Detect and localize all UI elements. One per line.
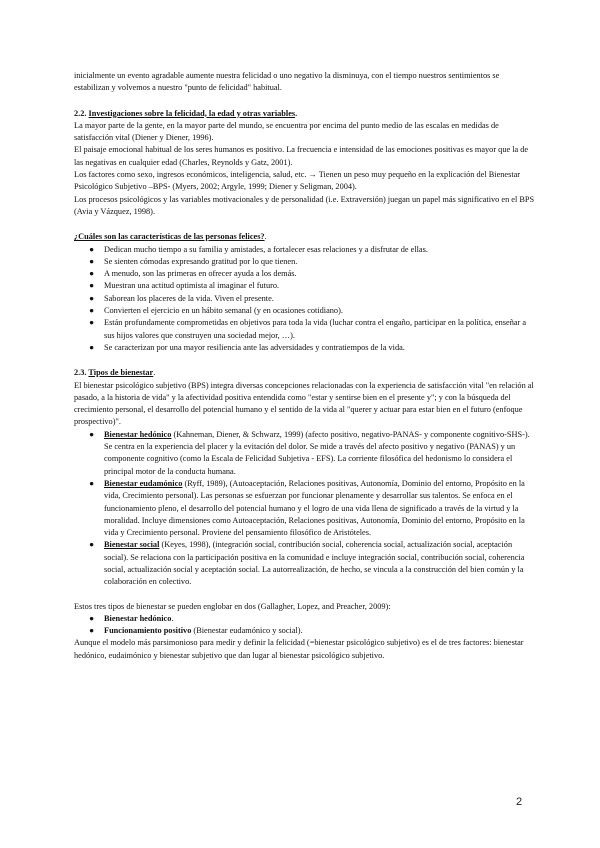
section-2-2-number: 2.2.: [74, 108, 89, 118]
page-number: 2: [516, 796, 523, 808]
document-page: [74, 70, 536, 662]
section-2-3-paragraph-1: El bienestar psicológico subjetivo (BPS) integra diversas concepciones relacionadas con la experiencia de satisfacción vital "en relación al pasado, a la historia de vida" y la afectividad positiva entendida como "estar y sentirse bien en el presente y"; y con la búsqueda del crecimiento personal, el desarrollo del potencial humano y el sentido de la vida al "querer y actuar para estar bien en el futuro (enfoque prospectivo)".: [74, 380, 534, 427]
intro-paragraph: inicialmente un evento agradable aumente nuestra felicidad o uno negativo la disminuya, con el tiempo nuestros sentimientos se estabilizan y volvemos a nuestro "punto de felicidad" habitual.: [74, 71, 500, 93]
list-item-text: Convierten el ejercicio en un hábito semanal (y en ocasiones cotidiano).: [104, 306, 343, 316]
list-item-text: Dedican mucho tiempo a su familia y amistades, a fortalecer esas relaciones y a disfrutar de ellas.: [104, 244, 428, 254]
list-item: [74, 244, 536, 256]
list-item-text: Saborean los placeres de la vida. Viven el presente.: [104, 293, 274, 303]
bullet-icon: ●: [89, 429, 95, 439]
list-item-text: Muestran una actitud optimista al imaginar el futuro.: [104, 281, 280, 291]
section-2-3-number: 2.3.: [74, 368, 89, 378]
bullet-icon: ●: [89, 626, 95, 636]
wellbeing-type-text: (Keyes, 1998), (integración social, contribución social, coherencia social, actualización social, aceptación social). Se relaciona con la participación positiva en la comunidad e incluye integración social, contribución social, coherencia social, actualización social y aceptación social. La autorrealización, de hecho, se vincula a la construcción del bien común y la colaboración en colectivo.: [104, 540, 525, 587]
bullet-icon: ●: [89, 293, 95, 303]
section-2-2-heading: [74, 108, 536, 120]
section-2-3-paragraph-2: Estos tres tipos de bienestar se pueden englobar en dos (Gallagher, Lopez, and Preacher, 2009):: [74, 601, 391, 611]
list-item: [74, 625, 536, 637]
section-2-2-title: Investigaciones sobre la felicidad, la edad y otras variables: [88, 108, 296, 118]
section-2-3-title-end: .: [153, 368, 156, 378]
wellbeing-group-text: .: [171, 613, 174, 623]
characteristics-question-end: .: [264, 232, 267, 242]
list-item: [74, 539, 536, 588]
wellbeing-group-term: Funcionamiento positivo: [104, 626, 192, 636]
characteristics-list: [74, 244, 536, 355]
bullet-icon: ●: [89, 540, 95, 550]
list-item: [74, 478, 536, 539]
wellbeing-type-text: (Ryff, 1989), (Autoaceptación, Relaciones positivas, Autonomía, Dominio del entorno, Propósito en la vida, Crecimiento personal). Las personas se esfuerzan por funcionar plenamente y desarrollar sus talentos. Se enfoca en el funcionamiento pleno, el desarrollo del potencial humano y el logro de una vida llena de significado a través de la virtud y la moralidad. Incluye dimensiones como Autoaceptación, Relaciones positivas, Autonomía, Dominio del entorno, Propósito en la vida y Crecimiento personal. Proviene del pensamiento filosófico de Aristóteles.: [104, 478, 525, 538]
wellbeing-type-term: Bienestar social: [104, 540, 160, 550]
bullet-icon: ●: [89, 306, 95, 316]
list-item: [74, 256, 536, 268]
section-2-3-paragraph-3: Aunque el modelo más parsimonioso para medir y definir la felicidad (=bienestar psicológico subjetivo) es el de tres factores: bienestar hedónico, eudaimónico y bienestar subjetivo que dan lugar al bienestar psicológico subjetivo.: [74, 638, 524, 660]
list-item: [74, 613, 536, 625]
bullet-icon: ●: [89, 244, 95, 254]
list-item-text: A menudo, son las primeras en ofrecer ayuda a los demás.: [104, 269, 297, 279]
wellbeing-type-term: Bienestar eudamónico: [104, 478, 183, 488]
section-2-2-title-end: .: [295, 108, 298, 118]
section-2-2-paragraph-3: Los factores como sexo, ingresos económicos, inteligencia, salud, etc. → Tienen un peso muy pequeño en la explicación del Bienestar Psicológico Subjetivo –BPS- (Myers, 2002; Argyle, 1999; Diener y Seligman, 2004).: [74, 170, 521, 192]
list-item: [74, 429, 536, 478]
wellbeing-groups-list: [74, 613, 536, 638]
characteristics-question: [74, 231, 536, 243]
list-item-text: Están profundamente comprometidas en objetivos para toda la vida (luchar contra el engaño, participar en la política, enseñar a sus hijos valores que construyen una sociedad mejor, …).: [104, 318, 527, 340]
characteristics-question-text: ¿Cuáles son las características de las personas felices?: [74, 232, 265, 242]
wellbeing-group-text: (Bienestar eudamónico y social).: [191, 626, 303, 636]
list-item: [74, 293, 536, 305]
wellbeing-type-term: Bienestar hedónico: [104, 429, 172, 439]
wellbeing-types-list: [74, 429, 536, 589]
bullet-icon: ●: [89, 478, 95, 488]
list-item: [74, 342, 536, 354]
section-2-3-heading: [74, 367, 536, 379]
section-2-2-paragraph-1: La mayor parte de la gente, en la mayor parte del mundo, se encuentra por encima del punto medio de las escalas en medidas de satisfacción vital (Diener y Diener, 1996).: [74, 120, 499, 143]
section-2-2-paragraph-2: El paisaje emocional habitual de los seres humanos es positivo. La frecuencia e intensidad de las emociones positivas es mayor que la de las negativas en cualquier edad (Charles, Reynolds y Gatz, 2001).: [74, 145, 529, 167]
bullet-icon: ●: [89, 256, 95, 266]
bullet-icon: ●: [89, 318, 95, 328]
bullet-icon: ●: [89, 269, 95, 279]
list-item: [74, 317, 536, 342]
wellbeing-type-text: (Kahneman, Diener, & Schwarz, 1999) (afecto positivo, negativo-PANAS- y componente cognitivo-SHS-). Se centra en la experiencia del placer y la evitación del dolor. Se mide a través del afecto positivo y negativo (PANAS) y un componente cognitivo (como la Escala de Felicidad Subjetiva - EFS). La corriente filosófica del hedonismo lo considera el principal motor de la conducta humana.: [104, 429, 530, 476]
bullet-icon: ●: [89, 281, 95, 291]
bullet-icon: ●: [89, 342, 95, 352]
list-item-text: Se sienten cómodas expresando gratitud por lo que tienen.: [104, 256, 298, 266]
list-item-text: Se caracterizan por una mayor resiliencia ante las adversidades y contratiempos de la vida.: [104, 342, 405, 352]
list-item: [74, 280, 536, 292]
list-item: [74, 305, 536, 317]
list-item: [74, 268, 536, 280]
section-2-3-title: Tipos de bienestar: [88, 368, 154, 378]
bullet-icon: ●: [89, 613, 95, 623]
wellbeing-group-term: Bienestar hedónico: [104, 613, 172, 623]
section-2-2-paragraph-4: Los procesos psicológicos y las variables motivacionales y de personalidad (i.e. Extraversión) juegan un papel más significativo en el BPS (Avia y Vázquez, 1998).: [74, 194, 535, 216]
